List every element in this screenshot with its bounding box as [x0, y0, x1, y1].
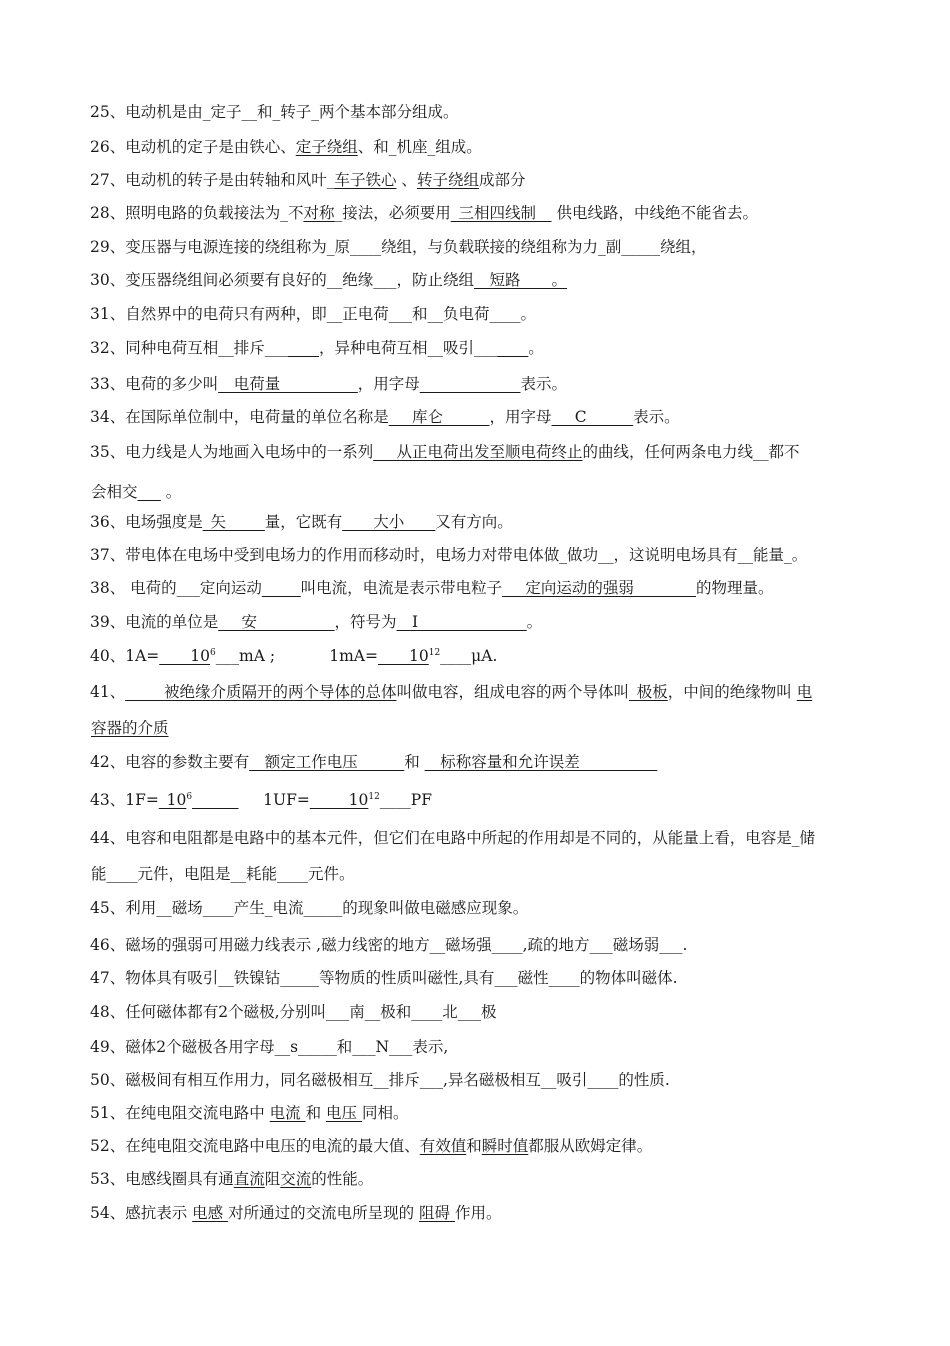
text-segment: 又有方向。 — [435, 513, 513, 531]
underlined-answer: 有效值 — [419, 1137, 467, 1155]
text-segment: ____μA. — [440, 647, 498, 665]
text-segment: 46、磁场的强弱可用磁力线表示 ,磁力线密的地方__磁场强____,疏的地方___磁场弱___. — [90, 936, 688, 954]
superscript: 6 — [210, 647, 216, 658]
underlined-answer: ___从正电荷出发至顺电荷终止 — [373, 443, 583, 461]
text-segment: 叫做电容，组成电容的两个导体叫 — [396, 683, 630, 701]
question-line — [90, 1203, 865, 1223]
question-line-continuation — [91, 718, 866, 738]
question-line — [90, 968, 865, 988]
question-line-continuation — [91, 482, 866, 502]
question-line — [90, 1070, 865, 1090]
text-segment: 26、电动机的定子是由铁心、 — [90, 138, 296, 156]
underlined-answer: 电流 — [269, 1104, 306, 1122]
underlined-answer: ___安__________ — [218, 613, 335, 631]
text-segment: 28、照明电路的负载接法为_不 — [90, 204, 304, 222]
question-line — [90, 338, 865, 358]
underlined-answer: 电压 — [326, 1104, 362, 1122]
question-line — [90, 407, 865, 427]
underlined-answer: 对称 — [303, 204, 335, 222]
underlined-answer: ____ — [497, 339, 529, 357]
text-segment: 叫电流，电流是表示带电粒子 — [300, 579, 503, 597]
question-line — [90, 646, 865, 666]
text-segment: ____PF — [379, 791, 432, 809]
underlined-answer: _矢_____ — [202, 513, 265, 531]
text-segment: 40、1A= — [90, 647, 160, 665]
question-line — [90, 1103, 865, 1123]
text-segment: 31、自然界中的电荷只有两种，即__正电荷___和__负电荷____。 — [90, 305, 536, 323]
text-segment: 都服从欧姆定律。 — [528, 1137, 653, 1155]
underlined-answer: ___C______ — [551, 408, 634, 426]
text-segment: 成部分 — [478, 171, 526, 189]
question-line-continuation — [91, 864, 866, 884]
text-segment: 36、电场强度是 — [90, 513, 203, 531]
question-line — [90, 374, 865, 394]
underlined-answer: ____大小____ — [342, 513, 436, 531]
text-segment: 49、磁体2个磁极各用字母__s_____和___N___表示, — [90, 1038, 449, 1056]
question-line — [90, 304, 865, 324]
underlined-answer: ____10 — [159, 647, 211, 665]
text-segment: 1UF= — [238, 791, 310, 809]
text-segment: ，用字母 — [489, 408, 552, 426]
text-segment: ，用字母 — [357, 375, 420, 393]
underlined-answer: __电荷量__________ — [218, 375, 358, 393]
question-line — [90, 237, 865, 257]
underlined-answer: 转子绕组 — [416, 171, 479, 189]
question-line — [90, 578, 865, 598]
question-line — [90, 170, 865, 190]
question-line — [90, 545, 865, 565]
question-line — [90, 612, 865, 632]
underlined-answer: __短路____。 — [473, 271, 567, 289]
text-segment: ，符号为 — [334, 613, 397, 631]
text-segment: 39、电流的单位是 — [90, 613, 219, 631]
text-segment: 表示。 — [520, 375, 568, 393]
text-segment: 和 — [404, 753, 425, 771]
text-segment: 54、感抗表示 — [90, 1204, 193, 1222]
underlined-answer: __I______________ — [396, 613, 527, 631]
text-segment: 阻 — [264, 1170, 281, 1188]
text-segment: 25、电动机是由_定子__和_转子_两个基本部分组成。 — [90, 103, 459, 121]
question-line — [90, 828, 865, 848]
underlined-answer: 阻碍 — [419, 1204, 455, 1222]
underlined-answer: _____被绝缘介质隔开的两个导体的总体 — [125, 683, 397, 701]
question-line — [90, 442, 865, 462]
question-line — [90, 898, 865, 918]
text-segment: ，中间的绝缘物叫 — [667, 683, 797, 701]
underlined-answer: _____10 — [309, 791, 369, 809]
underlined-answer: __标称容量和允许误差__________ — [424, 753, 658, 771]
question-line — [90, 790, 865, 810]
text-segment: 42、电容的参数主要有 — [90, 753, 250, 771]
text-segment: 48、任何磁体都有2个磁极,分别叫___南__极和____北___极 — [90, 1003, 497, 1021]
underlined-answer: 电感 — [192, 1204, 229, 1222]
text-segment: 。 — [160, 483, 182, 501]
underlined-answer: 交流 — [280, 1170, 312, 1188]
text-segment: 和 — [466, 1137, 482, 1155]
text-segment: 表示。 — [633, 408, 680, 426]
underlined-answer: ___ — [137, 483, 161, 501]
underlined-answer: _____________ — [419, 375, 521, 393]
text-segment: _接法，必须要用 — [334, 204, 451, 222]
text-segment: 45、利用__磁场____产生_电流_____的现象叫做电磁感应现象。 — [90, 899, 529, 917]
text-segment: 和 — [305, 1104, 327, 1122]
question-line — [90, 1037, 865, 1057]
underlined-answer: _极板 — [629, 683, 668, 701]
underlined-answer: ___库仑______ — [388, 408, 490, 426]
text-segment: 43、1F= — [90, 791, 159, 809]
question-line — [90, 752, 865, 772]
text-segment: 35、电力线是人为地画入电场中的一系列 — [90, 443, 374, 461]
question-line — [90, 270, 865, 290]
text-segment: ，异种电荷互相__吸引___ — [318, 339, 498, 357]
text-segment: 、 — [396, 171, 417, 189]
underlined-answer: __额定工作电压______ — [249, 753, 405, 771]
underlined-answer: 车子铁心 — [334, 171, 397, 189]
question-line — [90, 512, 865, 532]
text-segment: 量，它既有 — [264, 513, 343, 531]
underlined-answer: _____ — [261, 579, 301, 597]
underlined-answer: 定子绕组 — [295, 138, 358, 156]
text-segment: 44、电容和电阻都是电路中的基本元件，但它们在电路中所起的作用却是不同的，从能量上看，电容是_储 — [90, 829, 815, 847]
text-segment: 51、在纯电阻交流电路中 — [90, 1104, 270, 1122]
text-segment: 、和_机座_组成。 — [357, 138, 482, 156]
text-segment: 对所通过的交流电所呈现的 — [228, 1204, 420, 1222]
underlined-answer: 容器的介质 — [91, 719, 169, 737]
superscript: 6 — [186, 791, 193, 802]
text-segment: 能____元件，电阻是__耗能____元件。 — [91, 865, 355, 883]
underlined-answer: ______ — [192, 791, 239, 809]
question-line — [90, 682, 865, 702]
question-line — [90, 102, 865, 122]
text-segment: 的物理量。 — [695, 579, 774, 597]
text-segment: 33、电荷的多少叫 — [90, 375, 219, 393]
question-line — [90, 1136, 865, 1156]
text-segment: 。 — [528, 339, 544, 357]
text-segment: 52、在纯电阻交流电路中电压的电流的最大值、 — [90, 1137, 420, 1155]
text-segment: 34、在国际单位制中，电荷量的单位名称是 — [90, 408, 389, 426]
superscript: 12 — [428, 647, 441, 658]
underlined-answer: 电 — [796, 683, 813, 701]
text-segment: 47、物体具有吸引__铁镍钴_____等物质的性质叫磁性,具有___磁性____的物体叫磁体. — [90, 969, 678, 987]
underlined-answer: 直流 — [233, 1170, 265, 1188]
question-line — [90, 935, 865, 955]
text-segment: ___mA ; 1mA= — [215, 647, 378, 665]
underlined-answer: ___定向运动的强弱________ — [502, 579, 696, 597]
text-segment: 41、 — [90, 683, 126, 701]
text-segment: 的性能。 — [311, 1170, 374, 1188]
superscript: 12 — [368, 791, 380, 802]
text-segment: 同相。 — [361, 1104, 409, 1122]
text-segment: 30、变压器绕组间必须要有良好的__绝缘___，防止绕组 — [90, 271, 474, 289]
text-segment: 作用。 — [454, 1204, 502, 1222]
text-segment: 会相交 — [91, 483, 138, 501]
text-segment: 的曲线，任何两条电力线__都不 — [582, 443, 800, 461]
text-segment: 38、 电荷的___定向运动 — [90, 579, 262, 597]
text-segment: 。 — [526, 613, 543, 631]
underlined-answer: _三相四线制__ — [450, 204, 552, 222]
underlined-answer: _10 — [158, 791, 187, 809]
text-segment: 50、磁极间有相互作用力，同名磁极相互__排斥___,异名磁极相互__吸引____的性质. — [90, 1071, 670, 1089]
underlined-answer: ____10 — [377, 647, 429, 665]
text-segment: 27、电动机的转子是由转轴和风叶_ — [90, 171, 335, 189]
text-segment: 32、同种电荷互相__排斥___ — [90, 339, 288, 357]
question-line — [90, 203, 865, 223]
question-line — [90, 137, 865, 157]
question-line — [90, 1169, 865, 1189]
text-segment: 53、电感线圈具有通 — [90, 1170, 234, 1188]
underlined-answer: ____ — [287, 339, 319, 357]
question-line — [90, 1002, 865, 1022]
text-segment: 29、变压器与电源连接的绕组称为_原____绕组，与负载联接的绕组称为力_副_____绕组， — [90, 238, 707, 256]
underlined-answer: 瞬时值 — [481, 1137, 529, 1155]
text-segment: 供电线路，中线绝不能省去。 — [551, 204, 758, 222]
text-segment: 37、带电体在电场中受到电场力的作用而移动时，电场力对带电体做_做功__，这说明电场具有__能量_。 — [90, 546, 808, 564]
